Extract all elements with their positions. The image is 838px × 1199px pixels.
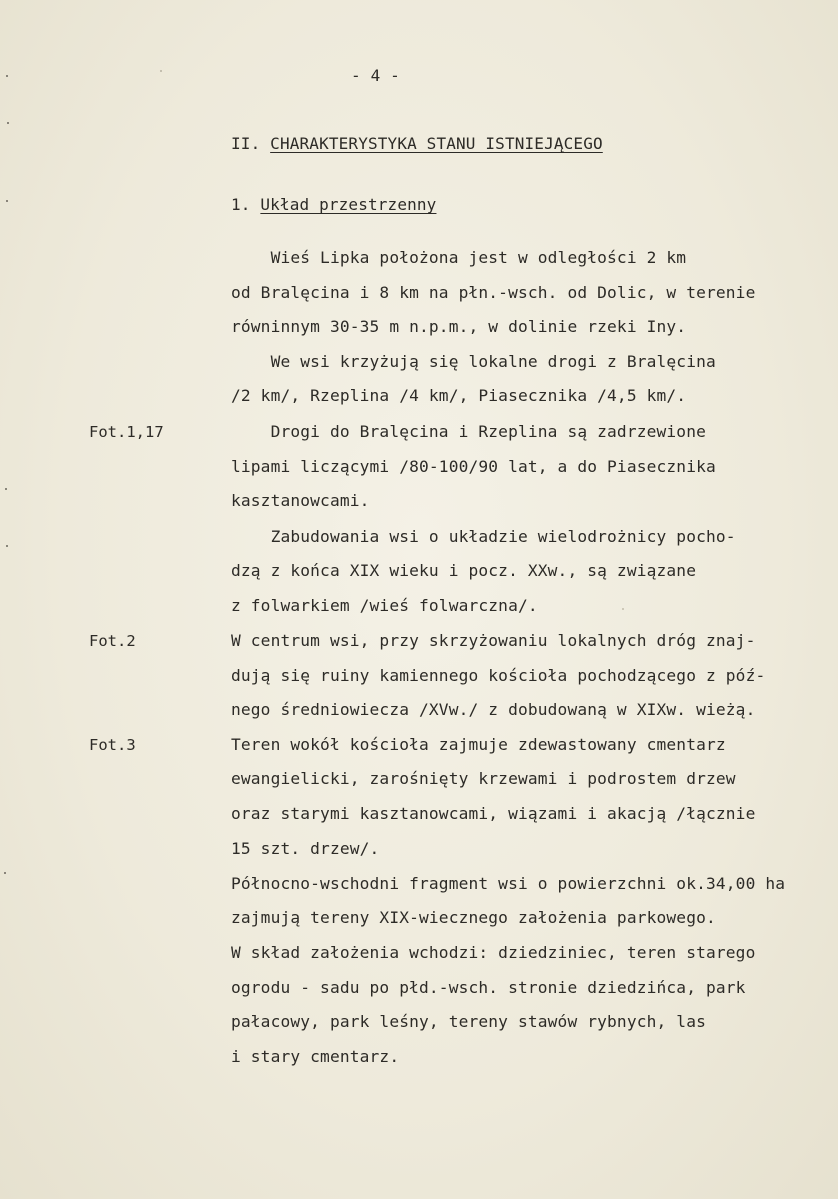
body-line: równinnym 30-35 m n.p.m., w dolinie rzeki Iny.	[231, 317, 687, 336]
body-line: kasztanowcami.	[231, 491, 370, 510]
body-line: Drogi do Bralęcina i Rzeplina są zadrzewione	[231, 422, 706, 441]
body-line: nego średniowiecza /XVw./ z dobudowaną w XIXw. wieżą.	[231, 700, 756, 719]
paper-speck	[5, 488, 7, 490]
body-line: ewangielicki, zarośnięty krzewami i podrostem drzew	[231, 769, 736, 788]
body-line: dują się ruiny kamiennego kościoła pochodzącego z póź-	[231, 666, 766, 685]
body-line: W centrum wsi, przy skrzyżowaniu lokalnych dróg znaj-	[231, 631, 756, 650]
margin-photo-ref: Fot.1,17	[89, 423, 164, 441]
section-number: II.	[231, 134, 261, 153]
body-line: Wieś Lipka położona jest w odległości 2 km	[231, 248, 687, 267]
body-line: lipami liczącymi /80-100/90 lat, a do Piasecznika	[231, 457, 716, 476]
paper-speck	[6, 545, 8, 547]
body-line: Teren wokół kościoła zajmuje zdewastowany cmentarz	[231, 735, 726, 754]
body-line: W skład założenia wchodzi: dziedziniec, teren starego	[231, 943, 756, 962]
section-title: CHARAKTERYSTYKA STANU ISTNIEJĄCEGO	[270, 134, 603, 153]
paper-speck	[622, 608, 624, 610]
page-number: - 4 -	[351, 66, 400, 85]
subsection-title: Układ przestrzenny	[260, 195, 437, 214]
body-line: Północno-wschodni fragment wsi o powierzchni ok.34,00 ha	[231, 874, 786, 893]
body-line: od Bralęcina i 8 km na płn.-wsch. od Dolic, w terenie	[231, 283, 756, 302]
paper-speck	[6, 200, 8, 202]
section-heading	[231, 134, 603, 154]
subsection-number: 1.	[231, 195, 251, 214]
body-line: z folwarkiem /wieś folwarczna/.	[231, 596, 538, 615]
body-line: zajmują tereny XIX-wiecznego założenia parkowego.	[231, 908, 716, 927]
body-line: pałacowy, park leśny, tereny stawów rybnych, las	[231, 1012, 706, 1031]
paper-speck	[7, 122, 9, 124]
body-line: i stary cmentarz.	[231, 1047, 400, 1066]
paper-speck	[160, 70, 162, 72]
subsection-heading	[231, 195, 436, 215]
paper-speck	[6, 75, 8, 77]
body-line: We wsi krzyżują się lokalne drogi z Bralęcina	[231, 352, 716, 371]
paper-speck	[4, 872, 6, 874]
body-line: dzą z końca XIX wieku i pocz. XXw., są związane	[231, 561, 697, 580]
body-line: /2 km/, Rzeplina /4 km/, Piasecznika /4,5 km/.	[231, 386, 687, 405]
margin-photo-ref: Fot.3	[89, 736, 136, 754]
margin-photo-ref: Fot.2	[89, 632, 136, 650]
body-line: ogrodu - sadu po płd.-wsch. stronie dziedzińca, park	[231, 978, 746, 997]
body-line: Zabudowania wsi o układzie wielodrożnicy pocho-	[231, 527, 736, 546]
body-line: 15 szt. drzew/.	[231, 839, 380, 858]
body-line: oraz starymi kasztanowcami, wiązami i akacją /łącznie	[231, 804, 756, 823]
